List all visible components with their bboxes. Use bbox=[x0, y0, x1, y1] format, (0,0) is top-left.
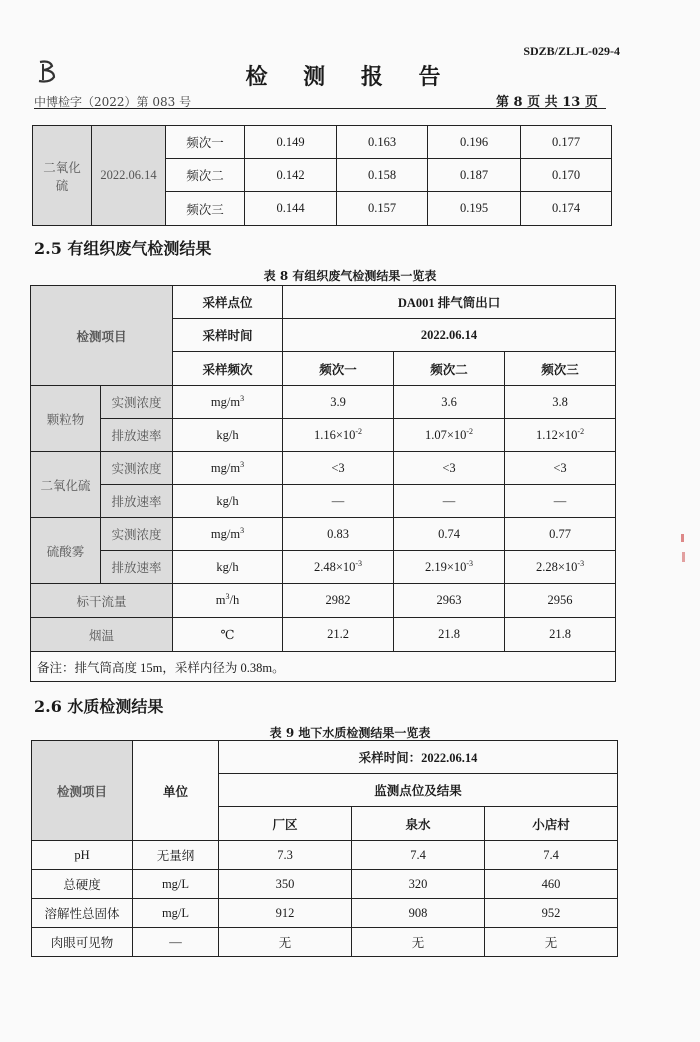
sampling-time: 采样时间：2022.06.14 bbox=[219, 741, 618, 774]
value-cell: 0.170 bbox=[521, 159, 612, 192]
sampling-point: DA001 排气筒出口 bbox=[283, 286, 616, 319]
value-cell: 无 bbox=[352, 928, 485, 957]
points-header: 监测点位及结果 bbox=[219, 774, 618, 807]
header-unit: 单位 bbox=[133, 741, 219, 841]
unit-cell: kg/h bbox=[173, 485, 283, 518]
unit-cell: mg/L bbox=[133, 899, 219, 928]
param-cell: 排放速率 bbox=[101, 419, 173, 452]
value-cell: 0.74 bbox=[394, 518, 505, 551]
unit-cell: kg/h bbox=[173, 419, 283, 452]
value-cell: <3 bbox=[505, 452, 616, 485]
item-cell: 溶解性总固体 bbox=[32, 899, 133, 928]
param-cell: 实测浓度 bbox=[101, 452, 173, 485]
value-cell: $2.28\times 10^{-3}$ bbox=[505, 551, 616, 584]
unit-cell: $mg/m^3$ bbox=[173, 518, 283, 551]
value-cell: <3 bbox=[283, 452, 394, 485]
exhaust-gas-table bbox=[30, 285, 616, 682]
header-time-label: 采样时间 bbox=[173, 319, 283, 352]
value-cell: 21.8 bbox=[394, 618, 505, 652]
header-item: 检测项目 bbox=[32, 741, 133, 841]
value-cell: 0.187 bbox=[428, 159, 521, 192]
point-header: 小店村 bbox=[485, 807, 618, 841]
freq-header: 频次三 bbox=[505, 352, 616, 386]
table-note: 备注：排气筒高度 15m，采样内径为 0.38m。 bbox=[31, 652, 616, 682]
page-number: 第 8 页 共 13 页 bbox=[496, 95, 598, 110]
value-cell: 2982 bbox=[283, 584, 394, 618]
table-9-caption: 表 9 地下水质检测结果一览表 bbox=[269, 726, 431, 740]
temp-name: 烟温 bbox=[31, 618, 173, 652]
value-cell: 无 bbox=[485, 928, 618, 957]
unit-cell: $mg/m^3$ bbox=[173, 386, 283, 419]
value-cell: $2.48\times 10^{-3}$ bbox=[283, 551, 394, 584]
value-cell: 2963 bbox=[394, 584, 505, 618]
value-cell: $1.07\times 10^{-2}$ bbox=[394, 419, 505, 452]
item-cell: pH bbox=[32, 841, 133, 870]
value-cell: 无 bbox=[219, 928, 352, 957]
group-name: 二氧化硫 bbox=[31, 452, 101, 518]
value-cell: 2956 bbox=[505, 584, 616, 618]
value-cell: 0.144 bbox=[245, 192, 337, 226]
value-cell: — bbox=[283, 485, 394, 518]
value-cell: 7.4 bbox=[485, 841, 618, 870]
value-cell: 0.77 bbox=[505, 518, 616, 551]
value-cell: — bbox=[505, 485, 616, 518]
unit-cell: 无量纲 bbox=[133, 841, 219, 870]
freq-header: 频次一 bbox=[283, 352, 394, 386]
value-cell: 0.149 bbox=[245, 126, 337, 159]
value-cell: 320 bbox=[352, 870, 485, 899]
value-cell: 21.2 bbox=[283, 618, 394, 652]
header-freq-label: 采样频次 bbox=[173, 352, 283, 386]
value-cell: 0.142 bbox=[245, 159, 337, 192]
flow-name: 标干流量 bbox=[31, 584, 173, 618]
value-cell: 0.157 bbox=[337, 192, 428, 226]
param-cell: 排放速率 bbox=[101, 551, 173, 584]
value-cell: $2.19\times 10^{-3}$ bbox=[394, 551, 505, 584]
so2-freq-cell: 频次一 bbox=[166, 126, 245, 159]
value-cell: 3.6 bbox=[394, 386, 505, 419]
value-cell: 7.4 bbox=[352, 841, 485, 870]
section-2-5-heading: 2.5 有组织废气检测结果 bbox=[34, 239, 212, 258]
unit-cell: ℃ bbox=[173, 618, 283, 652]
value-cell: 0.196 bbox=[428, 126, 521, 159]
param-cell: 排放速率 bbox=[101, 485, 173, 518]
item-cell: 肉眼可见物 bbox=[32, 928, 133, 957]
table-8-caption: 表 8 有组织废气检测结果一览表 bbox=[263, 269, 437, 283]
group-name: 颗粒物 bbox=[31, 386, 101, 452]
value-cell: 0.83 bbox=[283, 518, 394, 551]
point-header: 厂区 bbox=[219, 807, 352, 841]
value-cell: 350 bbox=[219, 870, 352, 899]
value-cell: 908 bbox=[352, 899, 485, 928]
value-cell: 952 bbox=[485, 899, 618, 928]
value-cell: 7.3 bbox=[219, 841, 352, 870]
value-cell: 3.8 bbox=[505, 386, 616, 419]
value-cell: $1.12\times 10^{-2}$ bbox=[505, 419, 616, 452]
value-cell: 0.177 bbox=[521, 126, 612, 159]
value-cell: 0.158 bbox=[337, 159, 428, 192]
so2-freq-cell: 频次二 bbox=[166, 159, 245, 192]
value-cell: 21.8 bbox=[505, 618, 616, 652]
value-cell: 3.9 bbox=[283, 386, 394, 419]
unit-cell: $m^3/h$ bbox=[173, 584, 283, 618]
so2-freq-cell: 频次三 bbox=[166, 192, 245, 226]
param-cell: 实测浓度 bbox=[101, 386, 173, 419]
header-rule bbox=[34, 108, 606, 109]
report-title: 检 测 报 告 bbox=[245, 64, 455, 90]
so2-date-cell: 2022.06.14 bbox=[92, 126, 166, 226]
item-cell: 总硬度 bbox=[32, 870, 133, 899]
param-cell: 实测浓度 bbox=[101, 518, 173, 551]
unit-cell: kg/h bbox=[173, 551, 283, 584]
value-cell: 0.195 bbox=[428, 192, 521, 226]
value-cell: 0.163 bbox=[337, 126, 428, 159]
value-cell: 912 bbox=[219, 899, 352, 928]
point-header: 泉水 bbox=[352, 807, 485, 841]
unit-cell: mg/L bbox=[133, 870, 219, 899]
so2-continued-table bbox=[32, 125, 612, 226]
doc-code: SDZB/ZLJL-029-4 bbox=[523, 44, 620, 58]
value-cell: 460 bbox=[485, 870, 618, 899]
seal-edge-mark-icon bbox=[680, 530, 686, 570]
value-cell: <3 bbox=[394, 452, 505, 485]
header-item: 检测项目 bbox=[31, 286, 173, 386]
group-name: 硫酸雾 bbox=[31, 518, 101, 584]
value-cell: 0.174 bbox=[521, 192, 612, 226]
value-cell: $1.16\times 10^{-2}$ bbox=[283, 419, 394, 452]
value-cell: — bbox=[394, 485, 505, 518]
unit-cell: — bbox=[133, 928, 219, 957]
so2-item-cell: 二氧化硫 bbox=[33, 126, 92, 226]
freq-header: 频次二 bbox=[394, 352, 505, 386]
section-2-6-heading: 2.6 水质检测结果 bbox=[34, 697, 164, 716]
groundwater-table bbox=[31, 740, 618, 957]
unit-cell: $mg/m^3$ bbox=[173, 452, 283, 485]
report-number: 中博检字（2022）第 083 号 bbox=[34, 95, 192, 109]
header-point-label: 采样点位 bbox=[173, 286, 283, 319]
sampling-time: 2022.06.14 bbox=[283, 319, 616, 352]
